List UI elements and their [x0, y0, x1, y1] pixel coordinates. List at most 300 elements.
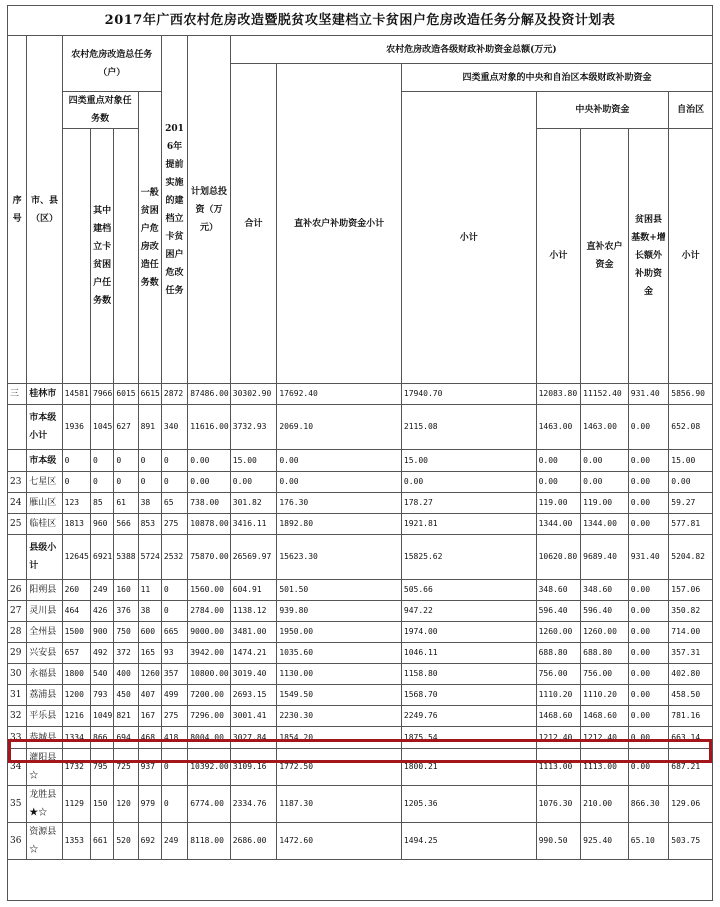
row-value: 8118.00 — [188, 823, 231, 860]
row-value: 492 — [91, 643, 114, 664]
row-value: 12083.80 — [536, 384, 581, 405]
row-value: 505.66 — [401, 580, 536, 601]
row-value: 692 — [138, 823, 161, 860]
row-value: 596.40 — [581, 601, 629, 622]
row-name: 资源县☆ — [27, 823, 62, 860]
row-seq: 29 — [8, 643, 27, 664]
row-value: 0.00 — [581, 472, 629, 493]
table-row — [8, 643, 713, 664]
row-value: 0.00 — [581, 450, 629, 472]
row-value: 0 — [62, 472, 90, 493]
row-name: 兴安县 — [27, 643, 62, 664]
table-row — [8, 664, 713, 685]
row-value: 3019.40 — [230, 664, 277, 685]
row-name: 全州县 — [27, 622, 62, 643]
table-row — [8, 493, 713, 514]
row-value: 1463.00 — [536, 405, 581, 450]
row-value: 10392.00 — [188, 749, 231, 786]
row-value: 26569.97 — [230, 535, 277, 580]
header-central-group: 中央补助资金 — [536, 92, 669, 129]
row-name: 七星区 — [27, 472, 62, 493]
row-value: 1560.00 — [188, 580, 231, 601]
row-value: 600 — [138, 622, 161, 643]
row-value: 0.00 — [628, 601, 669, 622]
row-seq: 三 — [8, 384, 27, 405]
row-value: 0.00 — [628, 450, 669, 472]
row-value: 0 — [138, 472, 161, 493]
row-value: 87486.00 — [188, 384, 231, 405]
row-value: 376 — [114, 601, 138, 622]
row-value: 11152.40 — [581, 384, 629, 405]
row-name: 阳朔县 — [27, 580, 62, 601]
row-value: 1936 — [62, 405, 90, 450]
row-value: 418 — [161, 727, 187, 749]
row-value: 5388 — [114, 535, 138, 580]
row-value: 2249.76 — [401, 706, 536, 727]
row-value: 0.00 — [536, 472, 581, 493]
row-value: 3001.41 — [230, 706, 277, 727]
row-value: 407 — [138, 685, 161, 706]
header-region-subtotal: 小计 — [669, 129, 713, 384]
row-value: 468 — [138, 727, 161, 749]
row-value: 3109.16 — [230, 749, 277, 786]
row-seq: 34 — [8, 749, 27, 786]
row-name: 县级小计 — [27, 535, 62, 580]
row-value: 17692.40 — [277, 384, 402, 405]
header-central-direct: 直补农户资金 — [581, 129, 629, 384]
row-value: 7966 — [91, 384, 114, 405]
row-value: 1035.60 — [277, 643, 402, 664]
row-value: 348.60 — [581, 580, 629, 601]
row-value: 795 — [91, 749, 114, 786]
row-seq: 26 — [8, 580, 27, 601]
row-seq: 25 — [8, 514, 27, 535]
row-value: 688.80 — [536, 643, 581, 664]
row-value: 937 — [138, 749, 161, 786]
row-value: 0.00 — [628, 622, 669, 643]
row-value: 176.30 — [277, 493, 402, 514]
row-value: 793 — [91, 685, 114, 706]
row-name: 荔浦县 — [27, 685, 62, 706]
row-value: 1468.60 — [581, 706, 629, 727]
table-row — [8, 405, 713, 450]
row-value: 59.27 — [669, 493, 713, 514]
row-value: 756.00 — [581, 664, 629, 685]
row-value: 1500 — [62, 622, 90, 643]
table-row — [8, 535, 713, 580]
row-value: 1854.20 — [277, 727, 402, 749]
header-general: 一般贫困户危房改造任务数 — [138, 92, 161, 384]
row-value: 931.40 — [628, 535, 669, 580]
table-row — [8, 514, 713, 535]
row-value: 129.06 — [669, 786, 713, 823]
row-value: 1772.50 — [277, 749, 402, 786]
row-name: 恭城县 — [27, 727, 62, 749]
row-value: 2686.00 — [230, 823, 277, 860]
row-seq: 27 — [8, 601, 27, 622]
row-value: 93 — [161, 643, 187, 664]
row-value: 15825.62 — [401, 535, 536, 580]
row-value: 1049 — [91, 706, 114, 727]
row-value: 301.82 — [230, 493, 277, 514]
row-value: 990.50 — [536, 823, 581, 860]
row-value: 866.30 — [628, 786, 669, 823]
row-value: 750 — [114, 622, 138, 643]
row-value: 2784.00 — [188, 601, 231, 622]
row-value: 0.00 — [628, 749, 669, 786]
row-value: 9689.40 — [581, 535, 629, 580]
header-city: 市、县（区） — [27, 36, 62, 384]
row-value: 2334.76 — [230, 786, 277, 823]
row-seq: 28 — [8, 622, 27, 643]
row-value: 0.00 — [669, 472, 713, 493]
row-value: 9000.00 — [188, 622, 231, 643]
row-value: 3481.00 — [230, 622, 277, 643]
row-value: 178.27 — [401, 493, 536, 514]
row-value: 0.00 — [628, 727, 669, 749]
table-body — [8, 384, 713, 860]
row-seq: 30 — [8, 664, 27, 685]
row-value: 3732.93 — [230, 405, 277, 450]
row-value: 0.00 — [628, 472, 669, 493]
row-value: 1494.25 — [401, 823, 536, 860]
row-value: 1344.00 — [536, 514, 581, 535]
row-value: 6615 — [138, 384, 161, 405]
header-fund-group: 农村危房改造各级财政补助资金总额(万元) — [230, 36, 712, 64]
row-value: 781.16 — [669, 706, 713, 727]
header-subtotal: 小计 — [401, 92, 536, 384]
row-value: 0.00 — [628, 664, 669, 685]
row-value: 0 — [161, 472, 187, 493]
row-value: 5204.82 — [669, 535, 713, 580]
row-value: 157.06 — [669, 580, 713, 601]
row-value: 350.82 — [669, 601, 713, 622]
table-row — [8, 823, 713, 860]
row-value: 1045 — [91, 405, 114, 450]
table-row — [8, 580, 713, 601]
header-region-group: 自治区 — [669, 92, 713, 129]
row-value: 160 — [114, 580, 138, 601]
row-name: 雁山区 — [27, 493, 62, 514]
row-value: 17940.70 — [401, 384, 536, 405]
row-value: 0.00 — [628, 514, 669, 535]
row-value: 687.21 — [669, 749, 713, 786]
table-row — [8, 601, 713, 622]
table-row — [8, 384, 713, 405]
row-value: 275 — [161, 514, 187, 535]
row-value: 2230.30 — [277, 706, 402, 727]
row-value: 1212.40 — [581, 727, 629, 749]
row-value: 0 — [91, 450, 114, 472]
row-value: 210.00 — [581, 786, 629, 823]
row-value: 249 — [161, 823, 187, 860]
row-name: 龙胜县★☆ — [27, 786, 62, 823]
row-seq — [8, 405, 27, 450]
row-value: 1260.00 — [581, 622, 629, 643]
row-value: 8004.00 — [188, 727, 231, 749]
header-fund-total: 合计 — [230, 64, 277, 384]
header-task-group: 农村危房改造总任务（户） — [62, 36, 161, 92]
row-value: 85 — [91, 493, 114, 514]
row-value: 1468.60 — [536, 706, 581, 727]
row-value: 0.00 — [230, 472, 277, 493]
row-value: 1138.12 — [230, 601, 277, 622]
row-value: 1129 — [62, 786, 90, 823]
row-seq: 31 — [8, 685, 27, 706]
row-value: 10878.00 — [188, 514, 231, 535]
row-value: 15.00 — [230, 450, 277, 472]
row-value: 15623.30 — [277, 535, 402, 580]
row-value: 657 — [62, 643, 90, 664]
row-value: 1353 — [62, 823, 90, 860]
row-value: 2872 — [161, 384, 187, 405]
row-value: 11616.00 — [188, 405, 231, 450]
row-value: 1568.70 — [401, 685, 536, 706]
row-value: 3942.00 — [188, 643, 231, 664]
row-value: 853 — [138, 514, 161, 535]
row-name: 平乐县 — [27, 706, 62, 727]
header-advance-2016: 2016年提前实施的建档立卡贫困户危改任务 — [161, 36, 187, 384]
row-value: 0.00 — [628, 706, 669, 727]
row-value: 119.00 — [536, 493, 581, 514]
investment-plan-table — [7, 5, 713, 860]
row-value: 0.00 — [628, 493, 669, 514]
row-value: 119.00 — [581, 493, 629, 514]
row-value: 10800.00 — [188, 664, 231, 685]
row-value: 1187.30 — [277, 786, 402, 823]
row-value: 1463.00 — [581, 405, 629, 450]
row-value: 566 — [114, 514, 138, 535]
row-value: 0 — [161, 601, 187, 622]
table-row — [8, 749, 713, 786]
row-value: 627 — [114, 405, 138, 450]
row-seq: 32 — [8, 706, 27, 727]
row-value: 1212.40 — [536, 727, 581, 749]
row-value: 1950.00 — [277, 622, 402, 643]
header-seq: 序号 — [8, 36, 27, 384]
row-value: 1892.80 — [277, 514, 402, 535]
row-value: 123 — [62, 493, 90, 514]
row-value: 979 — [138, 786, 161, 823]
row-value: 0.00 — [188, 472, 231, 493]
row-value: 150 — [91, 786, 114, 823]
row-value: 372 — [114, 643, 138, 664]
row-value: 520 — [114, 823, 138, 860]
row-name: 市本级小计 — [27, 405, 62, 450]
row-value: 464 — [62, 601, 90, 622]
row-value: 866 — [91, 727, 114, 749]
row-value: 939.80 — [277, 601, 402, 622]
row-value: 1113.00 — [581, 749, 629, 786]
row-value: 1110.20 — [581, 685, 629, 706]
row-seq: 33 — [8, 727, 27, 749]
row-value: 11 — [138, 580, 161, 601]
row-value: 596.40 — [536, 601, 581, 622]
row-value: 38 — [138, 493, 161, 514]
row-value: 0 — [114, 450, 138, 472]
row-value: 0.00 — [628, 405, 669, 450]
row-value: 400 — [114, 664, 138, 685]
row-value: 1158.80 — [401, 664, 536, 685]
row-name: 灵川县 — [27, 601, 62, 622]
row-value: 738.00 — [188, 493, 231, 514]
row-value: 1216 — [62, 706, 90, 727]
row-value: 2532 — [161, 535, 187, 580]
row-value: 65.10 — [628, 823, 669, 860]
row-value: 1046.11 — [401, 643, 536, 664]
row-value: 6015 — [114, 384, 138, 405]
row-value: 15.00 — [669, 450, 713, 472]
row-value: 458.50 — [669, 685, 713, 706]
row-value: 0.00 — [536, 450, 581, 472]
row-value: 5724 — [138, 535, 161, 580]
row-value: 1113.00 — [536, 749, 581, 786]
row-value: 1205.36 — [401, 786, 536, 823]
row-value: 260 — [62, 580, 90, 601]
row-value: 665 — [161, 622, 187, 643]
row-value: 1130.00 — [277, 664, 402, 685]
row-value: 540 — [91, 664, 114, 685]
row-value: 1344.00 — [581, 514, 629, 535]
row-value: 1200 — [62, 685, 90, 706]
row-seq: 35 — [8, 786, 27, 823]
row-seq: 23 — [8, 472, 27, 493]
row-value: 65 — [161, 493, 187, 514]
row-value: 357.31 — [669, 643, 713, 664]
row-value: 348.60 — [536, 580, 581, 601]
header-four-types: 四类重点对象任务数 — [62, 92, 138, 129]
header-of-which: 其中建档立卡贫困户任务数 — [91, 129, 114, 384]
row-name: 灌阳县☆ — [27, 749, 62, 786]
row-value: 275 — [161, 706, 187, 727]
row-value: 604.91 — [230, 580, 277, 601]
row-value: 5856.90 — [669, 384, 713, 405]
table-row — [8, 706, 713, 727]
row-value: 714.00 — [669, 622, 713, 643]
header-central-region-group: 四类重点对象的中央和自治区本级财政补助资金 — [401, 64, 712, 92]
row-value: 577.81 — [669, 514, 713, 535]
row-value: 0.00 — [277, 472, 402, 493]
row-value: 402.80 — [669, 664, 713, 685]
row-value: 2069.10 — [277, 405, 402, 450]
row-value: 0 — [114, 472, 138, 493]
row-value: 694 — [114, 727, 138, 749]
row-value: 1974.00 — [401, 622, 536, 643]
row-value: 947.22 — [401, 601, 536, 622]
row-value: 2115.08 — [401, 405, 536, 450]
row-value: 3027.84 — [230, 727, 277, 749]
header-central-poor: 贫困县基数+增长额外补助资金 — [628, 129, 669, 384]
row-value: 661 — [91, 823, 114, 860]
row-value: 426 — [91, 601, 114, 622]
row-value: 503.75 — [669, 823, 713, 860]
row-seq: 36 — [8, 823, 27, 860]
row-value: 0.00 — [628, 580, 669, 601]
row-value: 1732 — [62, 749, 90, 786]
row-value: 891 — [138, 405, 161, 450]
row-value: 12645 — [62, 535, 90, 580]
row-value: 652.08 — [669, 405, 713, 450]
row-value: 1813 — [62, 514, 90, 535]
row-value: 1800.21 — [401, 749, 536, 786]
row-value: 925.40 — [581, 823, 629, 860]
row-seq — [8, 450, 27, 472]
row-seq — [8, 535, 27, 580]
row-value: 10620.80 — [536, 535, 581, 580]
row-value: 688.80 — [581, 643, 629, 664]
row-value: 0 — [161, 450, 187, 472]
table-title: 2017年广西农村危房改造暨脱贫攻坚建档立卡贫困户危房改造任务分解及投资计划表 — [8, 6, 713, 36]
row-value: 14581 — [62, 384, 90, 405]
row-value: 960 — [91, 514, 114, 535]
row-value: 0 — [138, 450, 161, 472]
row-value: 1800 — [62, 664, 90, 685]
row-value: 663.14 — [669, 727, 713, 749]
row-value: 7200.00 — [188, 685, 231, 706]
row-value: 38 — [138, 601, 161, 622]
row-name: 桂林市 — [27, 384, 62, 405]
row-value: 1875.54 — [401, 727, 536, 749]
row-value: 167 — [138, 706, 161, 727]
row-value: 1921.81 — [401, 514, 536, 535]
row-value: 900 — [91, 622, 114, 643]
row-value: 1474.21 — [230, 643, 277, 664]
row-value: 499 — [161, 685, 187, 706]
row-value: 931.40 — [628, 384, 669, 405]
row-value: 0 — [161, 580, 187, 601]
row-value: 0.00 — [277, 450, 402, 472]
row-value: 165 — [138, 643, 161, 664]
header-plan-total: 计划总投资（万元） — [188, 36, 231, 384]
row-value: 0 — [161, 749, 187, 786]
table-row — [8, 786, 713, 823]
row-name: 市本级 — [27, 450, 62, 472]
row-value: 1472.60 — [277, 823, 402, 860]
row-value: 1334 — [62, 727, 90, 749]
row-value: 15.00 — [401, 450, 536, 472]
row-value: 61 — [114, 493, 138, 514]
header-direct-subsidy: 直补农户补助资金小计 — [277, 64, 402, 384]
row-value: 0 — [62, 450, 90, 472]
table-row — [8, 622, 713, 643]
table-row — [8, 727, 713, 749]
row-value: 340 — [161, 405, 187, 450]
row-value: 120 — [114, 786, 138, 823]
header-central-subtotal: 小计 — [536, 129, 581, 384]
table-row — [8, 450, 713, 472]
table-row — [8, 472, 713, 493]
row-value: 249 — [91, 580, 114, 601]
table-row — [8, 685, 713, 706]
row-name: 临桂区 — [27, 514, 62, 535]
row-value: 357 — [161, 664, 187, 685]
row-value: 6921 — [91, 535, 114, 580]
row-value: 0.00 — [628, 643, 669, 664]
row-value: 7296.00 — [188, 706, 231, 727]
row-value: 725 — [114, 749, 138, 786]
row-value: 0.00 — [628, 685, 669, 706]
row-value: 2693.15 — [230, 685, 277, 706]
row-value: 0 — [161, 786, 187, 823]
row-value: 501.50 — [277, 580, 402, 601]
row-value: 1110.20 — [536, 685, 581, 706]
row-value: 0.00 — [188, 450, 231, 472]
row-value: 75870.00 — [188, 535, 231, 580]
row-value: 6774.00 — [188, 786, 231, 823]
row-name: 永福县 — [27, 664, 62, 685]
row-value: 756.00 — [536, 664, 581, 685]
row-value: 3416.11 — [230, 514, 277, 535]
